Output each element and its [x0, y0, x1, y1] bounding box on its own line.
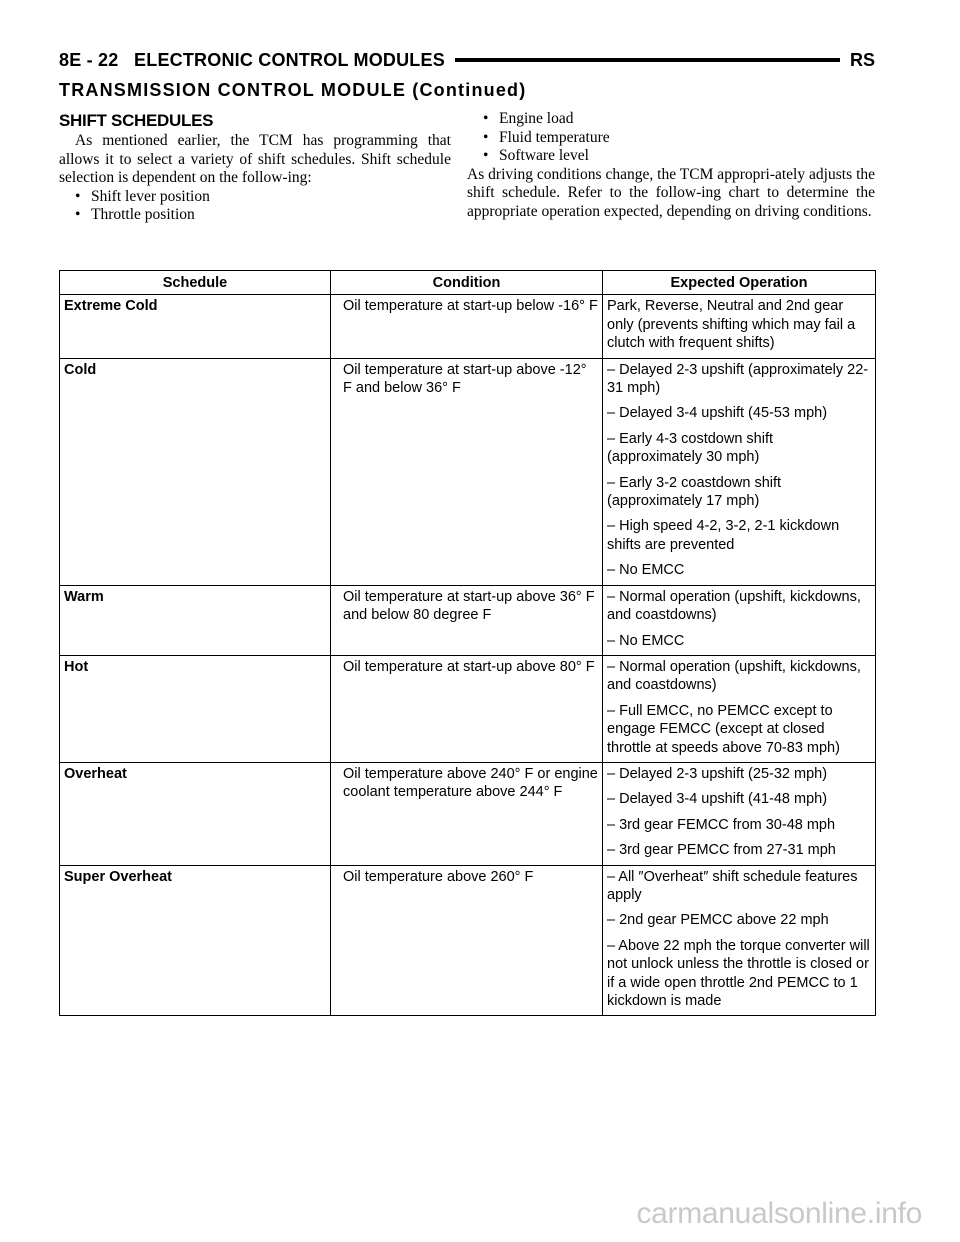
operation-line: Park, Reverse, Neutral and 2nd gear only (prevents shifting which may fail a clutch with frequent shifts) — [607, 298, 856, 352]
operation-line: – 2nd gear PEMCC above 22 mph — [607, 912, 829, 929]
operation-cell — [603, 295, 876, 358]
header-expected-operation: Expected Operation — [603, 271, 876, 295]
condition-cell: Oil temperature above 240° F or engine coolant temperature above 244° F — [331, 762, 603, 865]
list-item: • Throttle position — [75, 206, 195, 224]
model-code: RS — [840, 47, 875, 73]
operation-line: – Normal operation (upshift, kickdowns, and coastdowns) — [607, 588, 861, 624]
bullet-icon: • — [483, 128, 489, 146]
section-title: ELECTRONIC CONTROL MODULES — [134, 50, 445, 70]
operation-line: – 3rd gear FEMCC from 30-48 mph — [607, 816, 836, 833]
table-row — [60, 865, 876, 1016]
condition-cell: Oil temperature at start-up below -16° F — [331, 295, 603, 358]
operation-cell — [603, 762, 876, 865]
schedule-cell: Hot — [60, 655, 331, 762]
shift-schedule-table — [59, 270, 876, 1016]
schedule-cell: Overheat — [60, 762, 331, 865]
closing-paragraph: As driving conditions change, the TCM appropri-ately adjusts the shift schedule. Refer to the follow-ing chart to determine the appropriate operation expected, depending on driving conditions. — [467, 165, 875, 220]
header-left — [59, 47, 455, 73]
schedule-cell: Cold — [60, 358, 331, 585]
operation-line: – High speed 4-2, 3-2, 2-1 kickdown shifts are prevented — [607, 518, 840, 553]
bullet-icon: • — [483, 147, 489, 165]
operation-line: – Above 22 mph the torque converter will not unlock unless the throttle is closed or if a wide open throttle 2nd PEMCC to 1 kickdown is made — [607, 937, 870, 1009]
bullet-icon: • — [75, 206, 81, 224]
page-subtitle: TRANSMISSION CONTROL MODULE (Continued) — [59, 80, 527, 100]
condition-cell: Oil temperature above 260° F — [331, 865, 603, 1016]
list-item: • Software level — [483, 147, 589, 165]
operation-line: – Normal operation (upshift, kickdowns, and coastdowns) — [607, 658, 861, 694]
operation-cell — [603, 585, 876, 655]
table-row — [60, 295, 876, 358]
operation-line: – No EMCC — [607, 632, 685, 649]
intro-paragraph: As mentioned earlier, the TCM has programming that allows it to select a variety of shift schedules. Shift schedule selection is dependent on the follow-ing: — [59, 132, 451, 187]
list-item: • Shift lever position — [75, 187, 210, 205]
page-label: 8E - 22 — [59, 50, 119, 70]
operation-line: – Delayed 2-3 upshift (approximately 22-31 mph) — [607, 361, 869, 397]
condition-cell: Oil temperature at start-up above -12° F and below 36° F — [331, 358, 603, 585]
operation-line: – 3rd gear PEMCC from 27-31 mph — [607, 842, 836, 859]
operation-line: – Delayed 2-3 upshift (25-32 mph) — [607, 765, 828, 782]
table-header-row — [60, 271, 876, 295]
operation-cell — [603, 655, 876, 762]
table-row — [60, 655, 876, 762]
bullet-icon: • — [483, 110, 489, 127]
list-item: • Engine load — [483, 110, 574, 127]
left-column — [59, 110, 451, 225]
schedule-cell: Super Overheat — [60, 865, 331, 1016]
list-item: • Fluid temperature — [483, 128, 610, 146]
section-heading: SHIFT SCHEDULES — [59, 111, 214, 130]
header-schedule: Schedule — [60, 271, 331, 295]
page-header — [59, 47, 875, 73]
table-row — [60, 762, 876, 865]
schedule-cell: Extreme Cold — [60, 295, 331, 358]
operation-line: – Delayed 3-4 upshift (45-53 mph) — [607, 405, 828, 422]
right-column — [467, 110, 875, 222]
operation-line: – Early 3-2 coastdown shift (approximately 17 mph) — [607, 474, 782, 510]
watermark: carmanualsonline.info — [636, 1197, 922, 1230]
operation-line: – All ″Overheat″ shift schedule features apply — [607, 868, 858, 903]
header-condition: Condition — [331, 271, 603, 295]
table-row — [60, 585, 876, 655]
schedule-cell: Warm — [60, 585, 331, 655]
condition-cell: Oil temperature at start-up above 80° F — [331, 655, 603, 762]
operation-line: – Full EMCC, no PEMCC except to engage FEMCC (except at closed throttle at speeds above 70-83 mph) — [607, 702, 840, 756]
operation-line: – Delayed 3-4 upshift (41-48 mph) — [607, 791, 828, 808]
operation-line: – No EMCC — [607, 562, 685, 579]
table-row — [60, 358, 876, 585]
factor-list-left — [59, 188, 451, 225]
operation-line: – Early 4-3 costdown shift (approximately 30 mph) — [607, 430, 774, 466]
factor-list-right — [467, 110, 875, 166]
condition-cell: Oil temperature at start-up above 36° F and below 80 degree F — [331, 585, 603, 655]
bullet-icon: • — [75, 187, 81, 205]
operation-cell — [603, 358, 876, 585]
operation-cell — [603, 865, 876, 1016]
